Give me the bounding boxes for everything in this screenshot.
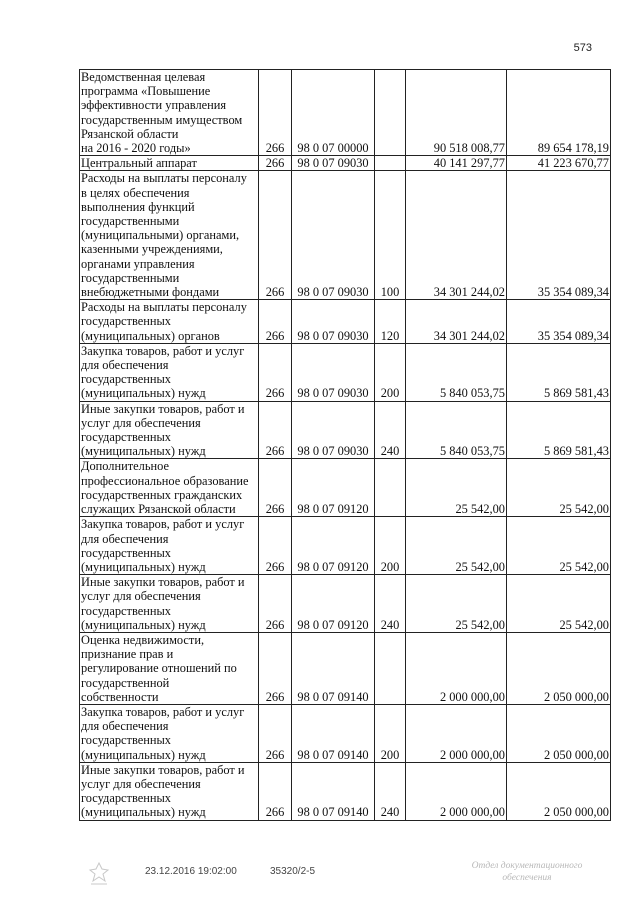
- row-vr: 240: [375, 762, 406, 820]
- row-csr: 98 0 07 09140: [292, 632, 375, 704]
- table-row: [80, 762, 611, 820]
- row-sum-1: 5 840 053,75: [406, 343, 507, 401]
- row-name: Дополнительное профессиональное образование государственных гражданских служащих Рязанской области: [80, 459, 259, 517]
- row-csr: 98 0 07 09030: [292, 300, 375, 344]
- row-vr: 200: [375, 704, 406, 762]
- row-ved: 266: [259, 401, 292, 459]
- row-name: Закупка товаров, работ и услуг для обеспечения государственных (муниципальных) нужд: [80, 343, 259, 401]
- row-vr: 240: [375, 575, 406, 633]
- row-ved: 266: [259, 517, 292, 575]
- row-csr: 98 0 07 09030: [292, 343, 375, 401]
- row-sum-1: 5 840 053,75: [406, 401, 507, 459]
- row-vr: 200: [375, 343, 406, 401]
- row-sum-2: 41 223 670,77: [507, 156, 611, 171]
- row-name: Центральный аппарат: [80, 156, 259, 171]
- row-vr: 100: [375, 171, 406, 300]
- row-sum-1: 40 141 297,77: [406, 156, 507, 171]
- footer-datetime: 23.12.2016 19:02:00: [145, 866, 237, 877]
- row-vr: 240: [375, 401, 406, 459]
- row-name: Иные закупки товаров, работ и услуг для обеспечения государственных (муниципальных) нужд: [80, 762, 259, 820]
- row-csr: 98 0 07 09030: [292, 401, 375, 459]
- table-row: [80, 156, 611, 171]
- row-ved: 266: [259, 632, 292, 704]
- row-name: Иные закупки товаров, работ и услуг для обеспечения государственных (муниципальных) нужд: [80, 401, 259, 459]
- table-row: [80, 632, 611, 704]
- row-sum-1: 25 542,00: [406, 575, 507, 633]
- table-row: [80, 517, 611, 575]
- page-number: 573: [573, 42, 592, 54]
- row-sum-2: 2 050 000,00: [507, 704, 611, 762]
- row-name: Расходы на выплаты персоналу в целях обеспечения выполнения функций государственными (муниципальными) органами, казенными учреждениями, органами управления государственными внебюджетными фондами: [80, 171, 259, 300]
- table-row: [80, 300, 611, 344]
- row-sum-2: 89 654 178,19: [507, 70, 611, 156]
- emblem-icon: [86, 860, 112, 886]
- row-sum-2: 5 869 581,43: [507, 343, 611, 401]
- row-vr: [375, 459, 406, 517]
- row-name: Закупка товаров, работ и услуг для обеспечения государственных (муниципальных) нужд: [80, 704, 259, 762]
- row-vr: [375, 70, 406, 156]
- row-csr: 98 0 07 00000: [292, 70, 375, 156]
- row-ved: 266: [259, 343, 292, 401]
- row-name: Закупка товаров, работ и услуг для обеспечения государственных (муниципальных) нужд: [80, 517, 259, 575]
- row-csr: 98 0 07 09030: [292, 171, 375, 300]
- row-sum-1: 25 542,00: [406, 459, 507, 517]
- row-ved: 266: [259, 70, 292, 156]
- row-sum-1: 2 000 000,00: [406, 632, 507, 704]
- budget-table: [79, 69, 611, 821]
- row-name: Расходы на выплаты персоналу государственных (муниципальных) органов: [80, 300, 259, 344]
- row-vr: 200: [375, 517, 406, 575]
- table-row: [80, 704, 611, 762]
- row-sum-2: 35 354 089,34: [507, 171, 611, 300]
- row-sum-1: 34 301 244,02: [406, 171, 507, 300]
- row-sum-1: 2 000 000,00: [406, 704, 507, 762]
- row-sum-2: 5 869 581,43: [507, 401, 611, 459]
- row-csr: 98 0 07 09120: [292, 517, 375, 575]
- row-ved: 266: [259, 171, 292, 300]
- row-sum-1: 25 542,00: [406, 517, 507, 575]
- row-sum-2: 25 542,00: [507, 459, 611, 517]
- row-sum-2: 2 050 000,00: [507, 632, 611, 704]
- row-ved: 266: [259, 704, 292, 762]
- row-sum-1: 90 518 008,77: [406, 70, 507, 156]
- row-csr: 98 0 07 09120: [292, 459, 375, 517]
- row-csr: 98 0 07 09140: [292, 762, 375, 820]
- row-vr: [375, 156, 406, 171]
- row-ved: 266: [259, 459, 292, 517]
- row-sum-2: 35 354 089,34: [507, 300, 611, 344]
- row-ved: 266: [259, 156, 292, 171]
- row-sum-2: 25 542,00: [507, 517, 611, 575]
- row-csr: 98 0 07 09120: [292, 575, 375, 633]
- row-sum-2: 25 542,00: [507, 575, 611, 633]
- row-csr: 98 0 07 09140: [292, 704, 375, 762]
- footer-doc-id: 35320/2-5: [270, 866, 316, 877]
- table-row: [80, 575, 611, 633]
- table-row: [80, 459, 611, 517]
- row-ved: 266: [259, 300, 292, 344]
- row-vr: 120: [375, 300, 406, 344]
- table-row: [80, 343, 611, 401]
- row-name: Оценка недвижимости, признание прав и регулирование отношений по государственной собственности: [80, 632, 259, 704]
- row-sum-2: 2 050 000,00: [507, 762, 611, 820]
- table-row: [80, 401, 611, 459]
- footer-department: Отдел документационного обеспечения: [471, 861, 583, 883]
- row-vr: [375, 632, 406, 704]
- row-csr: 98 0 07 09030: [292, 156, 375, 171]
- row-name: Ведомственная целевая программа «Повышение эффективности управления государственным имуществом Рязанской области на 2016 - 2020 годы»: [80, 70, 259, 156]
- row-sum-1: 2 000 000,00: [406, 762, 507, 820]
- row-ved: 266: [259, 575, 292, 633]
- table-row: [80, 70, 611, 156]
- row-ved: 266: [259, 762, 292, 820]
- row-name: Иные закупки товаров, работ и услуг для обеспечения государственных (муниципальных) нужд: [80, 575, 259, 633]
- page-footer: [0, 860, 640, 900]
- row-sum-1: 34 301 244,02: [406, 300, 507, 344]
- table-row: [80, 171, 611, 300]
